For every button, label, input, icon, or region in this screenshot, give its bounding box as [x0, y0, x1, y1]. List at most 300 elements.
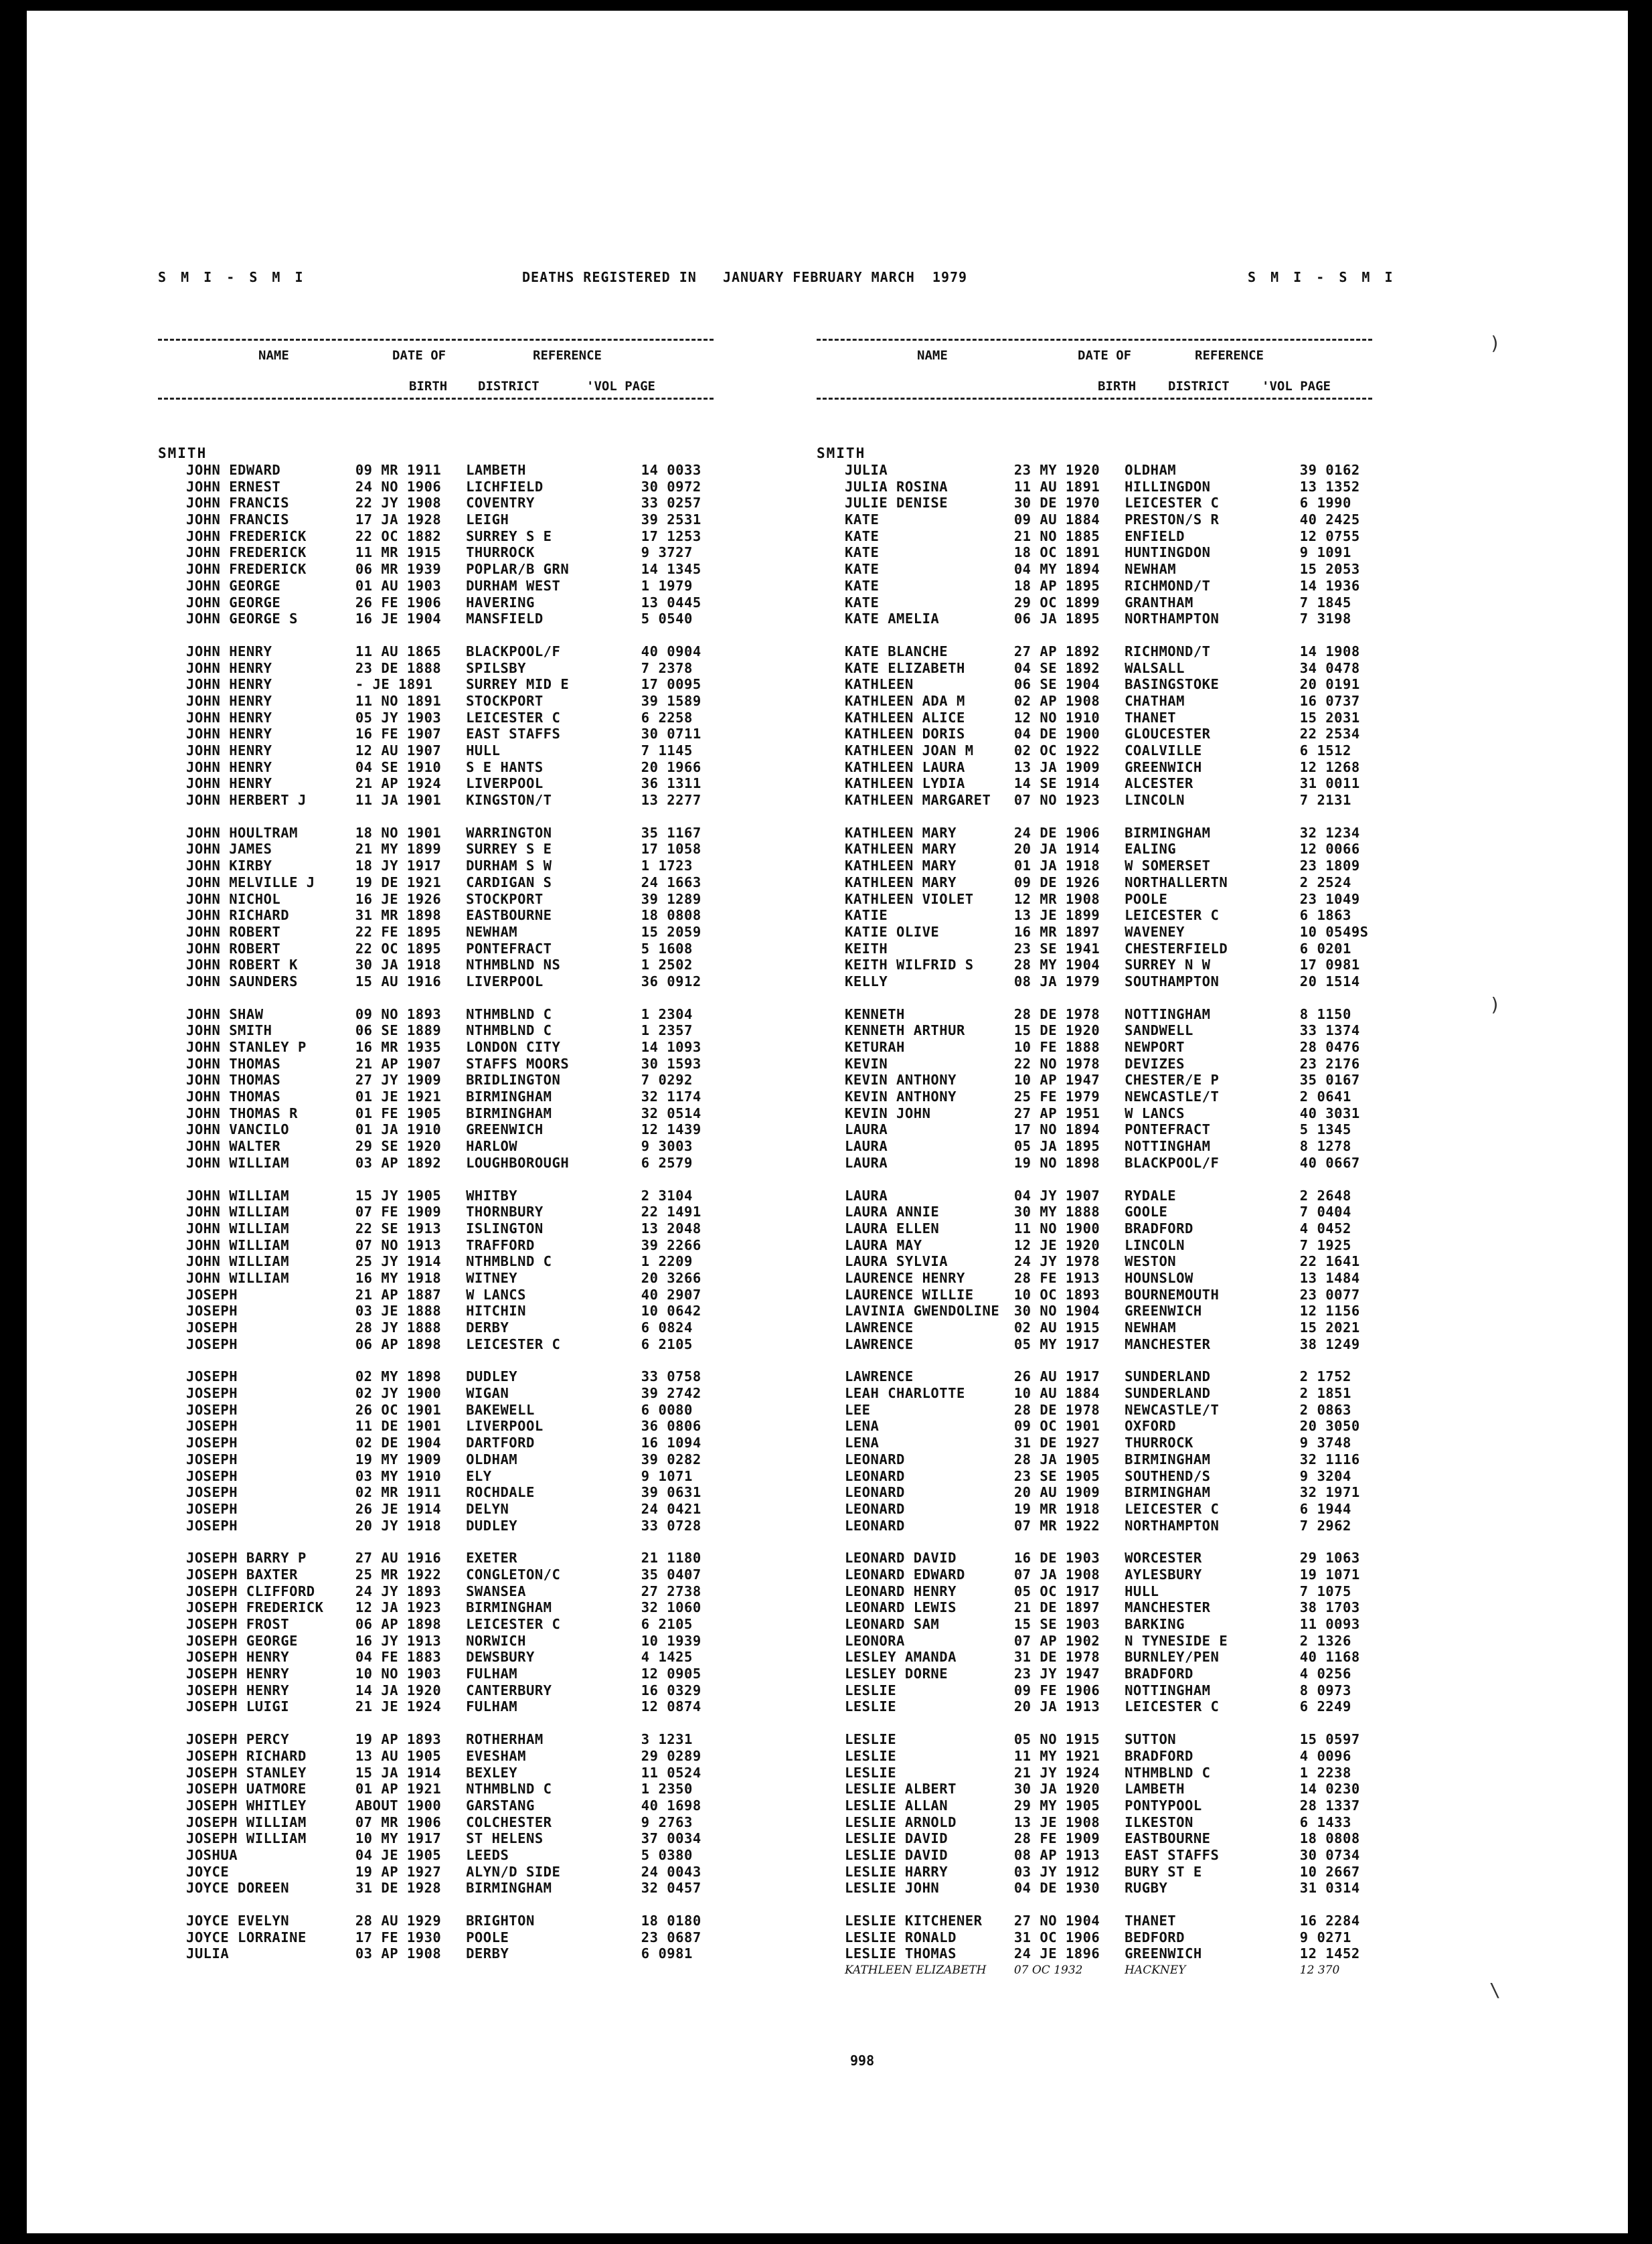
entry-name: LAURA [845, 1138, 888, 1155]
col-birth-label: BIRTH [1098, 379, 1137, 394]
col-name-label: NAME [917, 348, 948, 363]
entry-birth-date: 07 OC 1932 [1013, 1964, 1083, 1978]
entry-name: JOHN ROBERT K [186, 957, 298, 973]
scan-mark: ) [1489, 332, 1501, 354]
entry-district: SURREY S E [466, 841, 552, 858]
entry-district: ELY [466, 1467, 492, 1484]
table-row [158, 495, 714, 511]
entry-vol-page: 20 1514 [1299, 973, 1360, 989]
entry-birth-date: 23 SE 1905 [1013, 1467, 1100, 1484]
entry-name: LAWRENCE [845, 1319, 914, 1336]
entry-birth-date: 08 AP 1913 [1013, 1846, 1100, 1863]
entry-vol-page: 35 1167 [641, 824, 701, 841]
entry-name: JOHN WILLIAM [186, 1204, 290, 1220]
table-row [158, 1451, 714, 1468]
entry-vol-page: 14 1345 [641, 561, 701, 578]
entry-name: JOHN ERNEST [186, 478, 281, 495]
entry-name: LESLIE ALLAN [845, 1797, 948, 1814]
entry-district: RICHMOND/T [1125, 643, 1211, 659]
entry-vol-page: 6 1512 [1299, 742, 1351, 758]
entry-birth-date: 07 AP 1902 [1013, 1632, 1100, 1649]
entry-vol-page: 39 1289 [641, 890, 701, 907]
entry-group [158, 462, 714, 627]
entry-birth-date: 16 MR 1897 [1013, 923, 1100, 940]
entry-district: HOUNSLOW [1125, 1269, 1193, 1286]
entry-name: LAURA [845, 1154, 888, 1171]
entry-vol-page: 6 1863 [1299, 907, 1351, 924]
entry-district: WIGAN [466, 1385, 509, 1402]
entry-vol-page: 7 1925 [1299, 1236, 1351, 1253]
entry-district: LAMBETH [1125, 1781, 1185, 1797]
entry-vol-page: 9 3003 [641, 1138, 693, 1155]
entry-vol-page: 7 3198 [1299, 611, 1351, 627]
table-row [158, 561, 714, 578]
table-row [817, 1484, 1372, 1501]
table-row [817, 1962, 1372, 1979]
table-row [817, 660, 1372, 677]
entry-name: KEVIN ANTHONY [845, 1072, 957, 1089]
table-row [158, 511, 714, 528]
entry-district: NTHMBLND C [1125, 1764, 1211, 1781]
table-row [158, 1287, 714, 1303]
entry-district: NEWCASTLE/T [1125, 1089, 1220, 1105]
entry-district: SOUTHEND/S [1125, 1467, 1211, 1484]
entry-birth-date: 22 OC 1895 [355, 940, 442, 957]
entry-birth-date: 09 OC 1901 [1013, 1418, 1100, 1435]
entry-birth-date: 26 AU 1917 [1013, 1368, 1100, 1385]
col-reference-label: REFERENCE [1195, 348, 1264, 363]
table-row [817, 1830, 1372, 1847]
entry-name: LESLIE HARRY [845, 1863, 948, 1880]
entry-birth-date: 16 JE 1904 [355, 611, 442, 627]
entry-vol-page: 10 1939 [641, 1632, 701, 1649]
entry-name: KATE [845, 511, 880, 528]
table-row [817, 1864, 1372, 1880]
entry-district: BEXLEY [466, 1764, 518, 1781]
table-row [817, 1336, 1372, 1353]
entry-name: JOSEPH BAXTER [186, 1566, 298, 1583]
entry-vol-page: 2 1752 [1299, 1368, 1351, 1385]
entry-district: AYLESBURY [1125, 1566, 1202, 1583]
entry-district: LEICESTER C [1125, 1500, 1220, 1517]
entry-name: JOHN THOMAS R [186, 1105, 298, 1121]
entry-name: KATE BLANCHE [845, 643, 948, 659]
table-row [158, 1501, 714, 1518]
entry-district: STOCKPORT [466, 692, 544, 709]
entry-name: JOHN HOULTRAM [186, 824, 298, 841]
entry-vol-page: 5 0380 [641, 1846, 693, 1863]
entry-name: LEE [845, 1401, 871, 1418]
entry-district: MANCHESTER [1125, 1336, 1211, 1352]
table-row [817, 1929, 1372, 1946]
entry-district: EVESHAM [466, 1747, 526, 1764]
entry-vol-page: 40 1168 [1299, 1649, 1360, 1666]
entry-birth-date: 10 AU 1884 [1013, 1385, 1100, 1402]
entry-vol-page: 19 1071 [1299, 1566, 1360, 1583]
table-row [817, 1748, 1372, 1765]
entry-name: JOHN SHAW [186, 1006, 264, 1022]
entry-birth-date: 20 JA 1913 [1013, 1698, 1100, 1715]
entry-district: NOTTINGHAM [1125, 1006, 1211, 1022]
table-row [158, 1830, 714, 1847]
entry-birth-date: 31 MR 1898 [355, 907, 442, 924]
entry-name: LAURA ELLEN [845, 1220, 940, 1236]
entry-district: SURREY MID E [466, 676, 570, 693]
entry-district: GREENWICH [466, 1121, 544, 1138]
entry-birth-date: 12 MR 1908 [1013, 890, 1100, 907]
entry-district: GARSTANG [466, 1797, 535, 1814]
entry-name: JOHN FRANCIS [186, 511, 290, 528]
entry-group [158, 1188, 714, 1353]
table-row [817, 874, 1372, 891]
entry-birth-date: 19 MR 1918 [1013, 1500, 1100, 1517]
entry-birth-date: 21 JE 1924 [355, 1698, 442, 1715]
entry-name: KATHLEEN JOAN M [845, 742, 974, 758]
table-row [817, 1220, 1372, 1237]
entry-vol-page: 29 1063 [1299, 1550, 1360, 1567]
entry-vol-page: 7 0292 [641, 1072, 693, 1089]
entry-district: MANCHESTER [1125, 1599, 1211, 1616]
entry-district: GLOUCESTER [1125, 726, 1211, 742]
entry-vol-page: 37 0034 [641, 1830, 701, 1847]
entry-vol-page: 18 0808 [1299, 1830, 1360, 1847]
entry-name: LESLIE [845, 1764, 897, 1781]
table-row [817, 479, 1372, 495]
table-row [817, 578, 1372, 594]
table-row [817, 544, 1372, 561]
entry-vol-page: 1 2350 [641, 1781, 693, 1797]
entry-district: BLACKPOOL/F [466, 643, 561, 659]
entry-district: ST HELENS [466, 1830, 544, 1847]
table-row [817, 1583, 1372, 1600]
entry-vol-page: 38 1249 [1299, 1336, 1360, 1352]
entry-vol-page: 22 2534 [1299, 726, 1360, 742]
entry-district: HACKNEY [1125, 1964, 1186, 1978]
entry-birth-date: 02 MR 1911 [355, 1484, 442, 1501]
entry-group [817, 1188, 1372, 1353]
entry-birth-date: 01 AP 1921 [355, 1781, 442, 1797]
entry-vol-page: 24 0421 [641, 1500, 701, 1517]
table-row [817, 1089, 1372, 1105]
entry-birth-date: 09 DE 1926 [1013, 874, 1100, 890]
entry-district: DERBY [466, 1319, 509, 1336]
entry-birth-date: 29 SE 1920 [355, 1138, 442, 1155]
entry-district: EAST STAFFS [466, 726, 561, 742]
entry-vol-page: 17 0981 [1299, 957, 1360, 973]
entry-name: LAURENCE HENRY [845, 1269, 965, 1286]
table-row [158, 578, 714, 594]
table-row [817, 1698, 1372, 1715]
entry-birth-date: 15 SE 1903 [1013, 1616, 1100, 1632]
entry-district: ENFIELD [1125, 528, 1185, 544]
entry-district: DARTFORD [466, 1435, 535, 1451]
entry-district: BURNLEY/PEN [1125, 1649, 1220, 1666]
entry-name: JOHN MELVILLE J [186, 874, 315, 890]
entry-vol-page: 23 1809 [1299, 858, 1360, 874]
entry-birth-date: 04 MY 1894 [1013, 561, 1100, 578]
entry-vol-page: 24 1663 [641, 874, 701, 890]
entry-name: LESLIE [845, 1747, 897, 1764]
entry-name: KATIE OLIVE [845, 923, 940, 940]
entry-vol-page: 17 0095 [641, 676, 701, 693]
entry-birth-date: 19 DE 1921 [355, 874, 442, 890]
entry-name: JOHN KIRBY [186, 858, 272, 874]
entry-district: BAKEWELL [466, 1401, 535, 1418]
entry-group [158, 825, 714, 990]
entry-birth-date: 21 MY 1899 [355, 841, 442, 858]
entry-group [817, 462, 1372, 627]
entry-district: CONGLETON/C [466, 1566, 561, 1583]
entry-group [817, 1006, 1372, 1172]
table-row [158, 941, 714, 957]
entry-name: LEONARD SAM [845, 1616, 940, 1632]
entry-birth-date: 25 MR 1922 [355, 1566, 442, 1583]
table-row [817, 1731, 1372, 1748]
entry-vol-page: 20 1966 [641, 758, 701, 775]
entry-vol-page: 30 0972 [641, 478, 701, 495]
entry-name: LEONARD [845, 1500, 905, 1517]
table-row [158, 1797, 714, 1814]
table-row [158, 660, 714, 677]
entry-vol-page: 6 0981 [641, 1945, 693, 1962]
entry-birth-date: 01 AU 1903 [355, 577, 442, 594]
entry-birth-date: 09 NO 1893 [355, 1006, 442, 1022]
table-row [158, 874, 714, 891]
table-row [158, 1484, 714, 1501]
entry-birth-date: 19 MY 1909 [355, 1451, 442, 1467]
entry-vol-page: 2 2648 [1299, 1187, 1351, 1204]
entry-name: KELLY [845, 973, 888, 989]
entry-vol-page: 32 0514 [641, 1105, 701, 1121]
table-row [817, 1204, 1372, 1220]
entry-district: BIRMINGHAM [466, 1599, 552, 1616]
entry-district: HULL [466, 742, 501, 758]
table-row [158, 1698, 714, 1715]
entry-name: JOSEPH FREDERICK [186, 1599, 324, 1616]
entry-name: JOSEPH GEORGE [186, 1632, 298, 1649]
table-row [158, 907, 714, 924]
entry-vol-page: 23 1049 [1299, 890, 1360, 907]
table-row [817, 1319, 1372, 1336]
entry-birth-date: 30 MY 1888 [1013, 1204, 1100, 1220]
entry-name: LAURA SYLVIA [845, 1253, 948, 1270]
entry-vol-page: 12 1439 [641, 1121, 701, 1138]
table-row [817, 710, 1372, 726]
entry-district: W SOMERSET [1125, 858, 1211, 874]
entry-birth-date: 28 FE 1909 [1013, 1830, 1100, 1847]
entry-vol-page: 11 0524 [641, 1764, 701, 1781]
entry-name: JOHN HENRY [186, 726, 272, 742]
entry-birth-date: 08 JA 1979 [1013, 973, 1100, 989]
entry-vol-page: 7 2378 [641, 659, 693, 676]
table-row [158, 1518, 714, 1534]
entry-name: JOSEPH PERCY [186, 1731, 290, 1748]
table-row [817, 561, 1372, 578]
entry-birth-date: 04 SE 1910 [355, 758, 442, 775]
entry-district: LEEDS [466, 1846, 509, 1863]
entry-vol-page: 40 2425 [1299, 511, 1360, 528]
entry-district: THURROCK [466, 544, 535, 561]
table-row [817, 1385, 1372, 1402]
entry-name: LESLIE THOMAS [845, 1945, 957, 1962]
entry-vol-page: 13 1352 [1299, 478, 1360, 495]
table-row [158, 693, 714, 710]
table-row [158, 1056, 714, 1072]
entry-name: LENA [845, 1418, 880, 1435]
entry-name: KEVIN [845, 1055, 888, 1072]
entry-district: HARLOW [466, 1138, 518, 1155]
entry-district: EALING [1125, 841, 1177, 858]
entry-vol-page: 14 1093 [641, 1039, 701, 1055]
entry-district: CHESTERFIELD [1125, 940, 1228, 957]
entry-group [158, 1006, 714, 1172]
entry-vol-page: 16 0329 [641, 1682, 701, 1698]
entry-name: JOSEPH [186, 1303, 238, 1319]
table-row [817, 1649, 1372, 1666]
entry-district: SWANSEA [466, 1583, 526, 1599]
entry-district: NOTTINGHAM [1125, 1138, 1211, 1155]
entry-birth-date: 01 FE 1905 [355, 1105, 442, 1121]
entry-birth-date: 27 AU 1916 [355, 1550, 442, 1567]
entry-group [158, 1731, 714, 1897]
entry-vol-page: 7 2131 [1299, 792, 1351, 809]
entry-name: LAVINIA GWENDOLINE [845, 1303, 1000, 1319]
entry-birth-date: 27 JY 1909 [355, 1072, 442, 1089]
table-row [158, 957, 714, 973]
table-row [817, 841, 1372, 858]
entry-vol-page: 10 2667 [1299, 1863, 1360, 1880]
table-row [817, 495, 1372, 511]
entry-district: NEWCASTLE/T [1125, 1401, 1220, 1418]
entry-name: JOHN WILLIAM [186, 1236, 290, 1253]
entry-vol-page: 12 0755 [1299, 528, 1360, 544]
entry-district: WORCESTER [1125, 1550, 1202, 1567]
entry-name: JOYCE EVELYN [186, 1913, 290, 1929]
entry-district: BIRMINGHAM [466, 1105, 552, 1121]
entry-district: BRADFORD [1125, 1747, 1193, 1764]
entry-district: SANDWELL [1125, 1022, 1193, 1039]
entry-birth-date: 29 OC 1899 [1013, 594, 1100, 611]
entry-vol-page: 32 1174 [641, 1089, 701, 1105]
entry-district: CANTERBURY [466, 1682, 552, 1698]
entry-district: BRIDLINGTON [466, 1072, 561, 1089]
entry-vol-page: 39 1589 [641, 692, 701, 709]
table-row [817, 1056, 1372, 1072]
entry-name: JOSEPH [186, 1517, 238, 1534]
entry-vol-page: 9 3727 [641, 544, 693, 561]
entry-vol-page: 17 1253 [641, 528, 701, 544]
table-row [817, 1847, 1372, 1864]
table-row [817, 1599, 1372, 1616]
entry-birth-date: 26 OC 1901 [355, 1401, 442, 1418]
table-row [158, 1220, 714, 1237]
entry-district: BEDFORD [1125, 1929, 1185, 1945]
col-date-label: DATE OF [392, 348, 446, 363]
entry-vol-page: 6 1433 [1299, 1814, 1351, 1830]
table-row [158, 1599, 714, 1616]
table-row [158, 594, 714, 611]
entry-vol-page: 14 0230 [1299, 1781, 1360, 1797]
entry-vol-page: 27 2738 [641, 1583, 701, 1599]
table-row [817, 1913, 1372, 1929]
entry-group [817, 1368, 1372, 1534]
entry-birth-date: 02 MY 1898 [355, 1368, 442, 1385]
entry-name: LAWRENCE [845, 1336, 914, 1352]
entry-birth-date: 26 FE 1906 [355, 594, 442, 611]
entry-vol-page: 18 0180 [641, 1913, 701, 1929]
entry-birth-date: 10 OC 1893 [1013, 1286, 1100, 1303]
table-row [158, 1006, 714, 1023]
table-row [817, 676, 1372, 693]
entry-vol-page: 9 1071 [641, 1467, 693, 1484]
table-row [158, 1402, 714, 1419]
entry-name: JOHN THOMAS [186, 1089, 281, 1105]
table-row [158, 1319, 714, 1336]
entry-district: N TYNESIDE E [1125, 1632, 1228, 1649]
entry-vol-page: 16 2284 [1299, 1913, 1360, 1929]
entry-name: JOHN WALTER [186, 1138, 281, 1155]
entry-vol-page: 33 1374 [1299, 1022, 1360, 1039]
entry-district: BLACKPOOL/F [1125, 1154, 1220, 1171]
entry-birth-date: 22 OC 1882 [355, 528, 442, 544]
entry-vol-page: 34 0478 [1299, 659, 1360, 676]
table-row [158, 1682, 714, 1699]
table-row [158, 1567, 714, 1583]
entry-vol-page: 1 1723 [641, 858, 693, 874]
entry-vol-page: 2 0641 [1299, 1089, 1351, 1105]
entry-district: STAFFS MOORS [466, 1055, 570, 1072]
entry-group [158, 1550, 714, 1715]
entry-birth-date: 30 JA 1918 [355, 957, 442, 973]
entry-vol-page: 23 2176 [1299, 1055, 1360, 1072]
table-row [817, 462, 1372, 479]
entry-birth-date: 05 OC 1917 [1013, 1583, 1100, 1599]
entry-vol-page: 18 0808 [641, 907, 701, 924]
entry-vol-page: 40 0904 [641, 643, 701, 659]
table-row [158, 775, 714, 792]
entry-name: JOHN FREDERICK [186, 561, 307, 578]
entry-district: OLDHAM [1125, 462, 1177, 478]
entry-birth-date: 17 NO 1894 [1013, 1121, 1100, 1138]
entry-name: LESLEY DORNE [845, 1666, 948, 1682]
entry-birth-date: 07 MR 1922 [1013, 1517, 1100, 1534]
entry-name: JOHN HERBERT J [186, 792, 307, 809]
entry-vol-page: 23 0077 [1299, 1286, 1360, 1303]
table-row [158, 1138, 714, 1155]
table-row [158, 891, 714, 908]
col-district-label: DISTRICT [478, 379, 540, 394]
entry-vol-page: 32 1060 [641, 1599, 701, 1616]
entry-birth-date: 25 FE 1979 [1013, 1089, 1100, 1105]
table-row [817, 1616, 1372, 1633]
entry-vol-page: 36 0806 [641, 1418, 701, 1435]
entry-district: SUTTON [1125, 1731, 1177, 1748]
entry-district: POPLAR/B GRN [466, 561, 570, 578]
entry-vol-page: 6 1990 [1299, 495, 1351, 511]
entry-district: LEIGH [466, 511, 509, 528]
entry-district: HITCHIN [466, 1303, 526, 1319]
table-row [817, 1814, 1372, 1831]
entry-vol-page: 15 2031 [1299, 709, 1360, 726]
table-row [158, 710, 714, 726]
entry-name: JOHN GEORGE [186, 577, 281, 594]
entry-vol-page: 33 0758 [641, 1368, 701, 1385]
entry-district: LEICESTER C [466, 1616, 561, 1632]
table-row [817, 726, 1372, 742]
entry-district: LINCOLN [1125, 1236, 1185, 1253]
entry-vol-page: 1 1979 [641, 577, 693, 594]
entry-vol-page: 40 3031 [1299, 1105, 1360, 1121]
